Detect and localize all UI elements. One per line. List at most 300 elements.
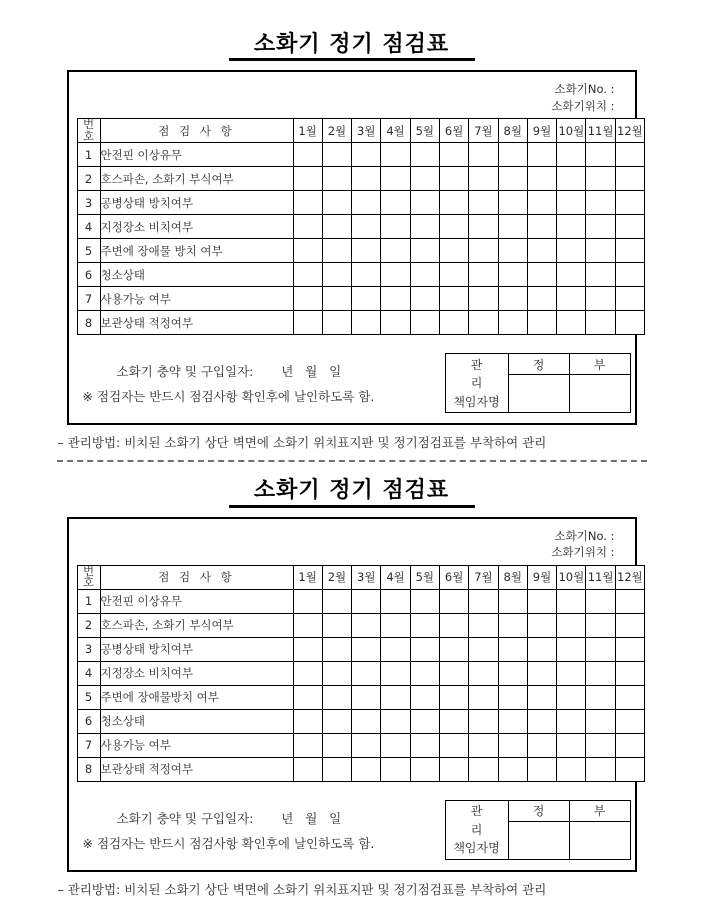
table-head (77, 119, 645, 143)
check-cell-month-4[interactable] (381, 215, 410, 239)
check-cell-month-2[interactable] (322, 733, 351, 757)
manager-value-primary[interactable] (508, 821, 569, 859)
check-cell-month-8[interactable] (498, 589, 527, 613)
check-cell-month-9[interactable] (527, 287, 556, 311)
check-cell-month-2[interactable] (322, 287, 351, 311)
check-cell-month-10[interactable] (557, 589, 586, 613)
check-cell-month-2[interactable] (322, 167, 351, 191)
row-item-label: 호스파손, 소화기 부식여부 (100, 613, 293, 637)
check-cell-month-3[interactable] (352, 637, 381, 661)
check-cell-month-7[interactable] (469, 287, 498, 311)
row-number: 1 (77, 589, 100, 613)
check-cell-month-2[interactable] (322, 661, 351, 685)
column-header-month-2: 2월 (322, 119, 351, 143)
check-cell-month-7[interactable] (469, 757, 498, 781)
check-cell-month-3[interactable] (352, 215, 381, 239)
check-cell-month-3[interactable] (352, 263, 381, 287)
check-cell-month-1[interactable] (293, 191, 322, 215)
check-cell-month-6[interactable] (439, 637, 468, 661)
check-cell-month-11[interactable] (586, 733, 615, 757)
check-cell-month-12[interactable] (615, 709, 644, 733)
table-row (77, 191, 645, 215)
check-cell-month-6[interactable] (439, 215, 468, 239)
manager-column-deputy: 부 (569, 800, 630, 821)
column-header-month-2: 2월 (322, 565, 351, 589)
check-cell-month-1[interactable] (293, 757, 322, 781)
column-header-no-line1: 번 (82, 563, 95, 578)
check-cell-month-2[interactable] (322, 637, 351, 661)
column-header-month-9: 9월 (527, 565, 556, 589)
check-cell-month-10[interactable] (557, 757, 586, 781)
column-header-no-line2: 호 (82, 575, 95, 590)
check-cell-month-1[interactable] (293, 733, 322, 757)
management-method-note-1: – 관리방법: 비치된 소화기 상단 벽면에 소화기 위치표지판 및 정기점검표를 부착하여 관리 (57, 435, 547, 451)
inspection-table-1 (77, 118, 646, 335)
check-cell-month-5[interactable] (410, 167, 439, 191)
check-cell-month-4[interactable] (381, 733, 410, 757)
check-cell-month-9[interactable] (527, 311, 556, 335)
column-header-month-5: 5월 (410, 565, 439, 589)
check-cell-month-6[interactable] (439, 733, 468, 757)
check-cell-month-7[interactable] (469, 191, 498, 215)
check-cell-month-10[interactable] (557, 637, 586, 661)
row-number: 1 (77, 143, 100, 167)
column-header-month-10: 10월 (557, 119, 586, 143)
check-cell-month-11[interactable] (586, 215, 615, 239)
check-cell-month-4[interactable] (381, 191, 410, 215)
table-header-row (77, 565, 645, 589)
check-cell-month-2[interactable] (322, 239, 351, 263)
purchase-date-line: 소화기 충약 및 구입일자: 년 월 일 (116, 810, 342, 826)
row-number: 4 (77, 215, 100, 239)
check-cell-month-4[interactable] (381, 239, 410, 263)
check-cell-month-4[interactable] (381, 709, 410, 733)
check-cell-month-3[interactable] (352, 239, 381, 263)
table-row (77, 661, 645, 685)
check-cell-month-6[interactable] (439, 709, 468, 733)
column-header-month-6: 6월 (439, 119, 468, 143)
check-cell-month-2[interactable] (322, 311, 351, 335)
check-cell-month-3[interactable] (352, 661, 381, 685)
row-number: 7 (77, 733, 100, 757)
check-cell-month-1[interactable] (293, 637, 322, 661)
check-cell-month-4[interactable] (381, 637, 410, 661)
row-item-label: 호스파손, 소화기 부식여부 (100, 167, 293, 191)
column-header-month-11: 11월 (586, 565, 615, 589)
check-cell-month-9[interactable] (527, 709, 556, 733)
check-cell-month-1[interactable] (293, 589, 322, 613)
check-cell-month-10[interactable] (557, 661, 586, 685)
row-item-label: 지정장소 비치여부 (100, 215, 293, 239)
check-cell-month-8[interactable] (498, 709, 527, 733)
check-cell-month-1[interactable] (293, 613, 322, 637)
check-cell-month-12[interactable] (615, 239, 644, 263)
column-header-month-9: 9월 (527, 119, 556, 143)
check-cell-month-7[interactable] (469, 263, 498, 287)
row-item-label: 안전핀 이상유무 (100, 589, 293, 613)
inspection-table-2 (77, 565, 646, 782)
check-cell-month-5[interactable] (410, 637, 439, 661)
table-row (77, 311, 645, 335)
check-cell-month-12[interactable] (615, 757, 644, 781)
check-cell-month-7[interactable] (469, 637, 498, 661)
check-cell-month-5[interactable] (410, 589, 439, 613)
check-cell-month-11[interactable] (586, 239, 615, 263)
check-cell-month-8[interactable] (498, 661, 527, 685)
row-item-label: 청소상태 (100, 709, 293, 733)
check-cell-month-9[interactable] (527, 661, 556, 685)
check-cell-month-5[interactable] (410, 311, 439, 335)
check-cell-month-12[interactable] (615, 311, 644, 335)
check-cell-month-1[interactable] (293, 143, 322, 167)
column-header-month-7: 7월 (469, 119, 498, 143)
check-cell-month-3[interactable] (352, 757, 381, 781)
check-cell-month-1[interactable] (293, 661, 322, 685)
check-cell-month-6[interactable] (439, 613, 468, 637)
column-header-month-10: 10월 (557, 565, 586, 589)
check-cell-month-2[interactable] (322, 263, 351, 287)
check-cell-month-10[interactable] (557, 287, 586, 311)
check-cell-month-4[interactable] (381, 263, 410, 287)
row-number: 2 (77, 613, 100, 637)
check-cell-month-10[interactable] (557, 167, 586, 191)
check-cell-month-12[interactable] (615, 661, 644, 685)
check-cell-month-7[interactable] (469, 311, 498, 335)
check-cell-month-11[interactable] (586, 613, 615, 637)
table-body-1 (77, 143, 645, 335)
extinguisher-no-label: 소화기No. : (554, 82, 615, 97)
extinguisher-meta-2 (77, 528, 627, 561)
check-cell-month-3[interactable] (352, 167, 381, 191)
manager-column-deputy: 부 (569, 354, 630, 375)
check-cell-month-1[interactable] (293, 311, 322, 335)
manager-signature-table (445, 800, 631, 860)
table-row (77, 239, 645, 263)
check-cell-month-5[interactable] (410, 709, 439, 733)
check-cell-month-8[interactable] (498, 287, 527, 311)
check-cell-month-1[interactable] (293, 287, 322, 311)
row-number: 5 (77, 685, 100, 709)
check-cell-month-6[interactable] (439, 263, 468, 287)
row-number: 4 (77, 661, 100, 685)
check-cell-month-12[interactable] (615, 685, 644, 709)
column-header-month-4: 4월 (381, 119, 410, 143)
check-cell-month-1[interactable] (293, 215, 322, 239)
check-cell-month-3[interactable] (352, 589, 381, 613)
purchase-date-line: 소화기 충약 및 구입일자: 년 월 일 (116, 364, 342, 380)
check-cell-month-8[interactable] (498, 143, 527, 167)
check-cell-month-4[interactable] (381, 661, 410, 685)
check-cell-month-11[interactable] (586, 685, 615, 709)
row-number: 6 (77, 263, 100, 287)
table-row (77, 589, 645, 613)
check-cell-month-8[interactable] (498, 191, 527, 215)
row-item-label: 보관상태 적정여부 (100, 757, 293, 781)
check-cell-month-5[interactable] (410, 661, 439, 685)
check-cell-month-7[interactable] (469, 167, 498, 191)
check-cell-month-9[interactable] (527, 613, 556, 637)
check-cell-month-6[interactable] (439, 311, 468, 335)
check-cell-month-11[interactable] (586, 757, 615, 781)
column-header-no (77, 565, 100, 589)
check-cell-month-12[interactable] (615, 167, 644, 191)
check-cell-month-8[interactable] (498, 239, 527, 263)
check-cell-month-10[interactable] (557, 709, 586, 733)
row-item-label: 주변에 장애물방치 여부 (100, 685, 293, 709)
check-cell-month-5[interactable] (410, 191, 439, 215)
check-cell-month-2[interactable] (322, 709, 351, 733)
check-cell-month-9[interactable] (527, 757, 556, 781)
check-cell-month-11[interactable] (586, 311, 615, 335)
row-item-label: 청소상태 (100, 263, 293, 287)
check-cell-month-11[interactable] (586, 637, 615, 661)
check-cell-month-11[interactable] (586, 143, 615, 167)
manager-label-line2: 책임자명 (453, 841, 500, 856)
check-cell-month-5[interactable] (410, 685, 439, 709)
check-cell-month-9[interactable] (527, 685, 556, 709)
check-cell-month-8[interactable] (498, 613, 527, 637)
check-cell-month-7[interactable] (469, 143, 498, 167)
check-cell-month-8[interactable] (498, 263, 527, 287)
check-cell-month-12[interactable] (615, 637, 644, 661)
column-header-month-3: 3월 (352, 119, 381, 143)
check-cell-month-3[interactable] (352, 311, 381, 335)
check-cell-month-8[interactable] (498, 167, 527, 191)
check-cell-month-5[interactable] (410, 613, 439, 637)
row-item-label: 주변에 장애물 방치 여부 (100, 239, 293, 263)
column-header-item: 점 검 사 항 (100, 565, 293, 589)
check-cell-month-6[interactable] (439, 757, 468, 781)
check-cell-month-10[interactable] (557, 311, 586, 335)
check-cell-month-11[interactable] (586, 263, 615, 287)
check-cell-month-5[interactable] (410, 143, 439, 167)
form-frame-2 (67, 517, 643, 872)
column-header-month-8: 8월 (498, 119, 527, 143)
row-number: 8 (77, 757, 100, 781)
check-cell-month-10[interactable] (557, 143, 586, 167)
column-header-month-11: 11월 (586, 119, 615, 143)
check-cell-month-4[interactable] (381, 167, 410, 191)
table-row (77, 685, 645, 709)
check-cell-month-1[interactable] (293, 709, 322, 733)
check-cell-month-9[interactable] (527, 733, 556, 757)
check-cell-month-5[interactable] (410, 757, 439, 781)
check-cell-month-6[interactable] (439, 239, 468, 263)
manager-label-cell (445, 354, 508, 413)
check-cell-month-5[interactable] (410, 733, 439, 757)
check-cell-month-2[interactable] (322, 215, 351, 239)
check-cell-month-7[interactable] (469, 239, 498, 263)
check-cell-month-9[interactable] (527, 239, 556, 263)
check-cell-month-4[interactable] (381, 311, 410, 335)
check-cell-month-8[interactable] (498, 311, 527, 335)
manager-column-primary: 정 (508, 354, 569, 375)
check-cell-month-3[interactable] (352, 709, 381, 733)
check-cell-month-3[interactable] (352, 685, 381, 709)
check-cell-month-11[interactable] (586, 709, 615, 733)
check-cell-month-6[interactable] (439, 287, 468, 311)
column-header-month-12: 12월 (615, 565, 644, 589)
check-cell-month-4[interactable] (381, 589, 410, 613)
form-frame-1 (67, 70, 643, 425)
check-cell-month-3[interactable] (352, 733, 381, 757)
check-cell-month-4[interactable] (381, 613, 410, 637)
column-header-month-8: 8월 (498, 565, 527, 589)
check-cell-month-9[interactable] (527, 191, 556, 215)
row-item-label: 사용가능 여부 (100, 287, 293, 311)
seal-note-line: ※ 점검자는 반드시 점검사항 확인후에 날인하도록 함. (82, 835, 375, 851)
column-header-no (77, 119, 100, 143)
row-item-label: 사용가능 여부 (100, 733, 293, 757)
table-header-row (77, 119, 645, 143)
seal-note-line: ※ 점검자는 반드시 점검사항 확인후에 날인하도록 함. (82, 389, 375, 405)
check-cell-month-6[interactable] (439, 685, 468, 709)
table-body-2 (77, 589, 645, 781)
check-cell-month-3[interactable] (352, 191, 381, 215)
manager-value-deputy[interactable] (569, 375, 630, 413)
form-footer-1 (77, 353, 631, 413)
inspection-form-section-2 (0, 462, 703, 897)
table-head (77, 565, 645, 589)
check-cell-month-7[interactable] (469, 733, 498, 757)
page-title: 소화기 정기 점검표 (229, 33, 475, 61)
check-cell-month-12[interactable] (615, 143, 644, 167)
check-cell-month-8[interactable] (498, 685, 527, 709)
row-number: 3 (77, 191, 100, 215)
check-cell-month-9[interactable] (527, 215, 556, 239)
check-cell-month-7[interactable] (469, 685, 498, 709)
check-cell-month-11[interactable] (586, 191, 615, 215)
check-cell-month-12[interactable] (615, 733, 644, 757)
manager-label-cell (445, 800, 508, 859)
check-cell-month-1[interactable] (293, 263, 322, 287)
row-number: 5 (77, 239, 100, 263)
table-row (77, 287, 645, 311)
check-cell-month-12[interactable] (615, 191, 644, 215)
check-cell-month-10[interactable] (557, 239, 586, 263)
check-cell-month-11[interactable] (586, 167, 615, 191)
check-cell-month-4[interactable] (381, 287, 410, 311)
check-cell-month-7[interactable] (469, 661, 498, 685)
check-cell-month-8[interactable] (498, 733, 527, 757)
check-cell-month-8[interactable] (498, 757, 527, 781)
column-header-no-line1: 번 (82, 117, 95, 132)
check-cell-month-12[interactable] (615, 263, 644, 287)
page-title-2: 소화기 정기 점검표 (229, 479, 475, 507)
check-cell-month-9[interactable] (527, 263, 556, 287)
check-cell-month-10[interactable] (557, 191, 586, 215)
check-cell-month-3[interactable] (352, 143, 381, 167)
check-cell-month-10[interactable] (557, 215, 586, 239)
column-header-month-1: 1월 (293, 565, 322, 589)
check-cell-month-9[interactable] (527, 589, 556, 613)
check-cell-month-8[interactable] (498, 215, 527, 239)
manager-value-deputy[interactable] (569, 821, 630, 859)
check-cell-month-4[interactable] (381, 143, 410, 167)
check-cell-month-12[interactable] (615, 589, 644, 613)
extinguisher-location-label: 소화기위치 : (551, 98, 615, 113)
column-header-month-12: 12월 (615, 119, 644, 143)
check-cell-month-2[interactable] (322, 757, 351, 781)
column-header-month-7: 7월 (469, 565, 498, 589)
table-row (77, 167, 645, 191)
check-cell-month-1[interactable] (293, 167, 322, 191)
check-cell-month-5[interactable] (410, 239, 439, 263)
check-cell-month-9[interactable] (527, 143, 556, 167)
check-cell-month-7[interactable] (469, 709, 498, 733)
check-cell-month-7[interactable] (469, 589, 498, 613)
check-cell-month-5[interactable] (410, 287, 439, 311)
table-row (77, 143, 645, 167)
row-number: 3 (77, 637, 100, 661)
check-cell-month-10[interactable] (557, 263, 586, 287)
table-row (77, 263, 645, 287)
check-cell-month-6[interactable] (439, 589, 468, 613)
table-row (77, 733, 645, 757)
check-cell-month-11[interactable] (586, 589, 615, 613)
check-cell-month-2[interactable] (322, 143, 351, 167)
check-cell-month-3[interactable] (352, 613, 381, 637)
check-cell-month-5[interactable] (410, 263, 439, 287)
check-cell-month-4[interactable] (381, 685, 410, 709)
check-cell-month-9[interactable] (527, 637, 556, 661)
check-cell-month-7[interactable] (469, 613, 498, 637)
check-cell-month-10[interactable] (557, 733, 586, 757)
manager-header-row (445, 800, 630, 821)
footer-text-block (77, 353, 437, 409)
check-cell-month-7[interactable] (469, 215, 498, 239)
check-cell-month-2[interactable] (322, 613, 351, 637)
manager-value-primary[interactable] (508, 375, 569, 413)
check-cell-month-6[interactable] (439, 661, 468, 685)
table-row (77, 709, 645, 733)
row-item-label: 공병상태 방치여부 (100, 191, 293, 215)
check-cell-month-11[interactable] (586, 661, 615, 685)
check-cell-month-10[interactable] (557, 685, 586, 709)
check-cell-month-1[interactable] (293, 685, 322, 709)
check-cell-month-6[interactable] (439, 191, 468, 215)
check-cell-month-12[interactable] (615, 287, 644, 311)
manager-label-line2: 책임자명 (453, 394, 500, 409)
column-header-month-4: 4월 (381, 565, 410, 589)
check-cell-month-1[interactable] (293, 239, 322, 263)
check-cell-month-8[interactable] (498, 637, 527, 661)
column-header-month-1: 1월 (293, 119, 322, 143)
row-item-label: 공병상태 방치여부 (100, 637, 293, 661)
row-item-label: 안전핀 이상유무 (100, 143, 293, 167)
row-number: 7 (77, 287, 100, 311)
check-cell-month-2[interactable] (322, 589, 351, 613)
check-cell-month-9[interactable] (527, 167, 556, 191)
column-header-month-6: 6월 (439, 565, 468, 589)
check-cell-month-12[interactable] (615, 613, 644, 637)
check-cell-month-5[interactable] (410, 215, 439, 239)
check-cell-month-12[interactable] (615, 215, 644, 239)
check-cell-month-4[interactable] (381, 757, 410, 781)
check-cell-month-11[interactable] (586, 287, 615, 311)
check-cell-month-2[interactable] (322, 191, 351, 215)
check-cell-month-10[interactable] (557, 613, 586, 637)
footer-text-block (77, 800, 437, 856)
table-row (77, 215, 645, 239)
row-number: 8 (77, 311, 100, 335)
check-cell-month-2[interactable] (322, 685, 351, 709)
check-cell-month-3[interactable] (352, 287, 381, 311)
table-row (77, 613, 645, 637)
row-item-label: 지정장소 비치여부 (100, 661, 293, 685)
check-cell-month-6[interactable] (439, 143, 468, 167)
check-cell-month-6[interactable] (439, 167, 468, 191)
